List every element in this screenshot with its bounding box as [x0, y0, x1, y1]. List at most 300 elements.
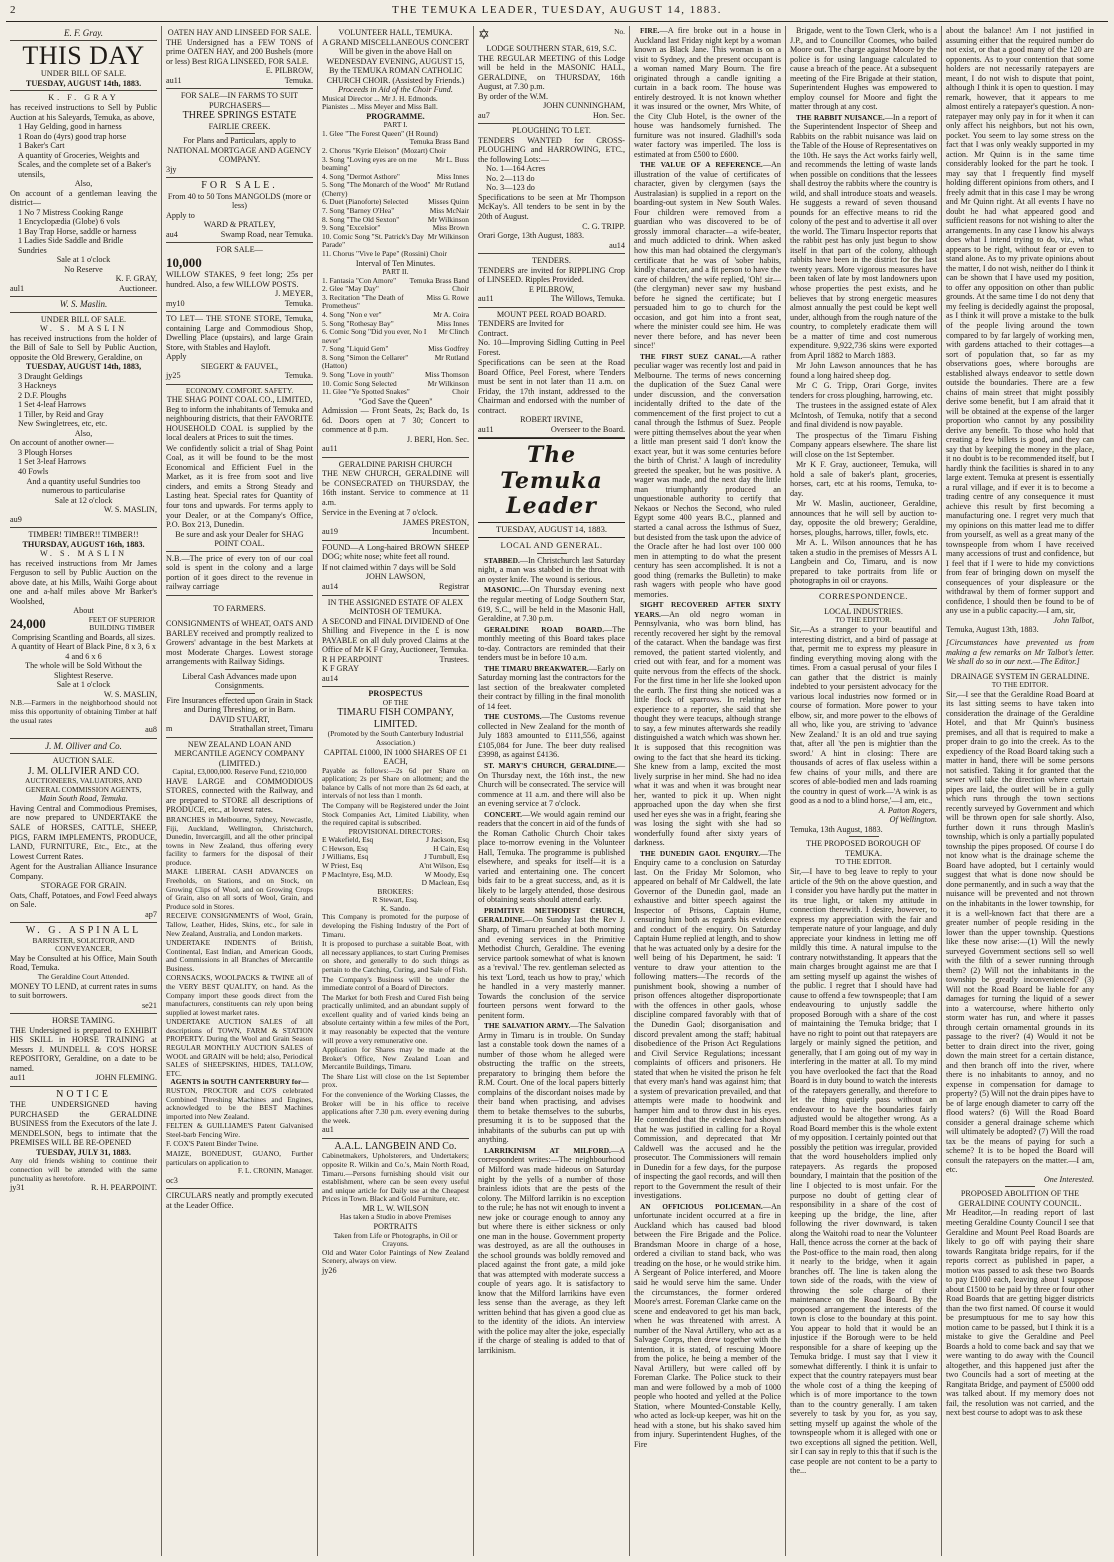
ad-body: A quantity of Heart of Black Pine, 8 x 3, 6 x 4 and 6 x 6: [11, 642, 156, 661]
issue-dateline: TUESDAY, AUGUST 14, 1883.: [478, 523, 625, 538]
ad-header: PLOUGHING TO LET.: [512, 126, 591, 136]
letter-date: Temuka, 13th August, 1883.: [790, 824, 883, 834]
news-item-heading: THE TIMARU BREAKWATER.: [484, 663, 589, 673]
ad-header: TIMBER! TIMBER!! TIMBER!!: [28, 530, 139, 540]
programme-piece: 1. Fantasia "Con Amore": [322, 275, 397, 285]
letter-heading: PROPOSED ABOLITION OF THE GERALDINE COUNTY COUNCIL.: [958, 1189, 1082, 1208]
news-item-heading: GERALDINE ROAD BOARD.: [484, 624, 605, 634]
divider: [849, 604, 879, 605]
programme-piece: 11. Glee "Ye Spotted Snakes": [322, 387, 410, 397]
sig-row: [10, 1183, 157, 1193]
also-label: Also,: [74, 428, 93, 438]
ad-body: THE NEW CHURCH, GERALDINE will be CONSECRATED on THURSDAY, the 16th instant. Service to commence at 11 a.m.: [322, 469, 469, 507]
ad-body: Orari Gorge, 13th August, 1883.: [478, 231, 585, 241]
news-item: [478, 1146, 625, 1355]
anthem: "God Save the Queen": [358, 396, 433, 406]
news-item-heading: FIRE.: [640, 26, 660, 35]
lot-list: [10, 372, 157, 429]
director-name: A'nt Wilson, Esq: [419, 860, 469, 870]
linseed-tenders-ad: [478, 254, 625, 308]
maslin-sale-ad: [10, 297, 157, 528]
newspaper-nameplate: The Temuka Leader: [478, 438, 625, 523]
divider: [225, 669, 255, 670]
lot-item: 1 Ladies Side Saddle and Bridle: [18, 236, 124, 246]
programme-piece: 3. Recitation "The Death of Prometheus": [322, 292, 404, 311]
letter-heading: DRAINAGE SYSTEM IN GERALDINE.: [950, 671, 1090, 681]
lot-item: Sundries: [18, 245, 47, 255]
sig-row: [322, 582, 469, 592]
divider: [1005, 1186, 1035, 1187]
programme-performer: Mr Rutland: [434, 180, 469, 190]
subheading: UNDER BILL OF SALE.: [40, 69, 127, 79]
news-item-heading: ST. MARY'S CHURCH, GERALDINE.: [484, 760, 617, 770]
news-item: [478, 664, 625, 712]
ad-ref: jy25: [166, 371, 181, 381]
willow-row: [166, 255, 313, 270]
column-3: [318, 26, 474, 1556]
ad-body: For the convenience of the Working Classes, the Broker will be in his office to receive applications after 7.30 p.m. every evening during the week.: [322, 1090, 469, 1125]
ad-ref: au4: [166, 229, 178, 239]
lot-list: [10, 122, 157, 179]
signature-place: The Willows, Temuka.: [550, 294, 625, 304]
ad-body: Specifications to be seen at Mr Thompson McKay's. All tenders to be sent in by the 20th of August.: [478, 192, 625, 221]
ad-header: LODGE SOUTHERN STAR, 619, S.C.: [486, 44, 617, 54]
ad-body: has received instructions from Mr James Ferguson to sell by Public Auction on the above date, at his Mills, Waihi Gorge about one and a-half miles above Mr Barker's Woolshed,: [10, 558, 157, 606]
director-name: J Williams, Esq: [322, 852, 369, 862]
ad-body: MAIZE, BONEDUST, GUANO, Further particulars on application to: [166, 1148, 313, 1167]
timber-sale-ad: [10, 528, 157, 739]
divider: [849, 836, 879, 837]
ad-ref: au11: [166, 75, 182, 85]
ad-body: Liberal Cash Advances made upon Consignments.: [182, 671, 297, 691]
news-item: [478, 556, 625, 585]
programme-performer: Mr Wilkinson: [427, 231, 469, 241]
news-item-text: —The Enquiry came to a conclusion on Saturday last. On the Friday Mr Solomon, who appeared on behalf of Mr Caldwell, the late Governor of the Dunedin gaol, made an exhaustive and bitter speech against the Inspector of Prisons, Captain Hume, censuring him both as regards his evidence and conduct of the enquiry. On Saturday Captain Hume replied at length, and to show that he was actuated only by a desire for the well being of his Department, he said: 'I venture to draw your attention to the following matters—The records of the punishment book, showing a number of prison offences altogether disproportionate with the offences in other gaols, whose discipline compared favorably with that of the Dunedin Gaol; disorganisation and discord prevalent among the staff; habitual disobedience of the Prison Act Regulations and Civil Service Regulations; incessant complaints of officers and prisoners. He stated that when he visited the prison he felt that every man's hand was against him; that a system of prevarication prevailed, and that attempts were made to hoodwink and hamper him and to throw dust in his eyes. He contended that the evidence had shown that he was justified in calling for a Royal Commission, and deprecated that Mr Caldwell was the accused and he the prosecutor. The Commissioners will remain in Dunedin for a few days, for the purpose of inspecting the gaol records, and will then report to the Government the result of their investigations.: [634, 848, 781, 1201]
lot-item: 3 Draught Geldings: [18, 371, 83, 381]
programme-part-1: [322, 130, 469, 259]
column-4: [474, 26, 630, 1556]
nz-loan-ad: [166, 738, 313, 1189]
lot-item: No. 1—164 Acres: [486, 164, 546, 174]
editor-note: [Circumstances have prevented us from making a few remarks on Mr Talbot's letter. We shall do so in our next.—The Editor.]: [946, 638, 1094, 667]
programme-piece: 1. Glee "The Forest Queen" (H Round): [322, 128, 438, 138]
news-item-text: —On Sunday last the Rev J. Sharp, of Timaru preached at both morning and evening services in the Primitive Methodist Church, Geraldine. The evening service partook somewhat of what is known as a 'revival.' The rev. gentleman selected as his text 'Lord, teach us how to pray,' which he handled in a very masterly manner. Towards the conclusion of the service fourteen persons went forward to the penitent form.: [478, 915, 625, 1020]
sig-row: [10, 1073, 157, 1083]
news-item-text: Mr A. L. Wilson announces that he has taken a studio in the premises of Messrs A L Langbein and Co, Timaru, and is now prepared to take portraits from life or photographs in oil or crayons.: [790, 538, 937, 586]
mount-peel-ad: [478, 308, 625, 439]
ad-body: TENDERS are Invited for: [478, 319, 564, 329]
ad-header: HORSE TAMING.: [52, 1016, 115, 1026]
ad-header: VOLUNTEER HALL, TEMUKA.: [338, 28, 453, 37]
ad-header: FOR SALE—IN FARMS TO SUIT PURCHASERS—: [180, 91, 299, 110]
programme-performer: Mr A. Coira: [433, 309, 469, 319]
sig-row: [478, 111, 625, 121]
news-item: [790, 460, 937, 498]
ad-header: W. S. Maslin.: [10, 299, 157, 312]
programme-item: [322, 294, 469, 311]
timber-quantity: [10, 616, 157, 633]
firm-roles: BARRISTER, SOLICITOR, AND CONVEYANCER,: [32, 935, 135, 954]
ad-body: And a quantity useful Sundries too numerous to particularise: [26, 476, 141, 496]
news-item-text: —In Christchurch last Saturday night, a man was stabbed in the throat with an oyster knife. The wound is serious.: [478, 555, 625, 584]
ad-body: If not claimed within 7 days will be Sold: [322, 562, 456, 572]
ad-ref: au14: [609, 240, 625, 250]
ad-header: TO FARMERS.: [213, 603, 266, 613]
newspaper-running-title: THE TEMUKA LEADER, TUESDAY, AUGUST 14, 1883.: [391, 4, 723, 16]
lodge-ad: [478, 26, 625, 124]
also-label: Also,: [74, 179, 93, 189]
ad-ref: ap7: [145, 909, 157, 919]
signature: E PILBROW,: [528, 284, 575, 294]
broker-name: K. Sando.: [380, 903, 411, 913]
signature: JOHN LAWSON,: [365, 572, 426, 582]
part-heading: PART I.: [383, 120, 408, 130]
programme-piece: 4. Song "Dermot Asthore": [322, 171, 400, 181]
church-ad: [322, 458, 469, 541]
director-name: E Wakefield, Esq: [322, 835, 374, 845]
signature-role: Incumbent.: [431, 527, 469, 537]
trustees-row: [322, 655, 469, 674]
news-item-heading: SIGHT RECOVERED AFTER SIXTY YEARS.: [634, 600, 781, 619]
mangolds-ad: [166, 178, 313, 243]
programme-piece: 10. Comic Song "St. Patrick's Day Parade": [322, 231, 424, 250]
prospectus-heading: PROSPECTUS: [368, 689, 423, 699]
letter-date: Temuka, August 13th, 1883.: [946, 625, 1039, 635]
apply-label: Apply: [166, 352, 187, 362]
ad-body: Having Central and Commodious Premises, are now prepared to UNDERTAKE the SALE of HORSES, CATTLE, SHEEP, PIGS, FARM IMPLEMENTS, PRODUCE, LAND, FURNITURE, Etc., Etc., at the Lowest Current Rates.: [10, 803, 157, 861]
ad-header: ECONOMY. COMFORT. SAFETY.: [185, 385, 294, 395]
lot-item: 1 Set 4-leaf Harrows: [18, 400, 86, 410]
ad-body: THE Undersigned has a FEW TONS of prime OATEN HAY, and 200 Bushels (more or less) Best RIGA LINSEED, FOR SALE.: [166, 37, 313, 66]
letter-body: about the balance! Am I not justified in assuming either that the required number do not exist, or that a good many of the 120 are opponents. As to your contention that some holders are not necessarily ratepayers are meant, I do not wish to dispute that point, although I think it is open to question. I may remark, however, that it appears to me almost entirely a ratepayer's question. A non-ratepayer may only pay in for it when it can only affect his neighbors, but not his own, pocket. You seem to lay some stress on the fact that I was only weakly supported in my action. Mr Quinn is in the same time considerably looked for the part he took. I may say that I frequently find myself holding different opinions from others, and I freely admit that in this case I may be wrong and Mr Quinn right. At all events I have no doubt he had what appeared good and sufficient reasons for not wishing to alter the arrangements. In any case I know his always does what I intend trying to do, viz., what appears to be right, without fear or even to stand alone. As to my private opinions about the matter, I do not wish, neither do I think it can be shown that I have used my position, to offer any opposition on other than public grounds. At the same time I do not deny that my feeling is decidedly against the proposal, as I think it will prove a mistake to the bulk of the people living around the town compared to by far largely of working men, with gardens attached to their cottages—a sort of population that, so far as my observations goes, where boroughs are established always endeavor to settle down outside the boundaries. There are a few chains of main street that might possibly derive some benefit, but I am afraid that it will be obtained at the expense of the larger proportion who cannot by any possibility derive any benefit. To those who hold that creating a few billets is good, and they can say that by keeping the money in the place, it no doubt is to be recommended itself, but I hardly think the facilities is shared in to any large extent. Temuka at present is essentially a rural village, and if ever it is to become a trading centre of any consequence it must achieve this result by first becoming a manufacturing one. I regret very much that my opinions on this matter lead me to differ from yourself, as well as a great many of the townspeople from whom I have received many accessions of trust and confidence, but I feel that if I were to hide my convictions from fear of bringing down on myself the consequences of your displeasure or the withdrawal by them of former support and confidence, I should then be found to be of any use in a public capacity.—I am, sir,: [946, 26, 1094, 616]
lot-item: 1 Encyclopædia (Globe) 6 vols: [18, 217, 120, 227]
ad-ref: 3jy: [166, 164, 177, 174]
programme-piece: 5. Song "The Monarch of the Wood" (Cherry): [322, 180, 431, 198]
stone-store-ad: [166, 312, 313, 385]
estate-place: FAIRLIE CREEK.: [208, 121, 271, 131]
programme-item: [322, 328, 469, 345]
programme-item: [322, 233, 469, 250]
ad-header: E. F. Gray.: [10, 28, 157, 41]
lodge-no-label: No.: [614, 27, 625, 36]
capital-line: CAPITAL £1000, IN 1000 SHARES OF £1 EACH,: [323, 747, 468, 767]
director-name: D Maclean, Esq: [421, 878, 469, 888]
news-item-text: —Early on Saturday morning last the contractors for the last section of the breakwater completed their contract by filling in the final monolith of 14 feet.: [478, 663, 625, 711]
ad-body: Any old friends wishing to continue their connection will be attended with the same punctuality as heretofore.: [10, 1156, 157, 1183]
news-item-heading: CONCERT.: [484, 809, 522, 819]
lot-list: [10, 208, 157, 256]
interval-note: Interval of Ten Minutes.: [355, 258, 436, 268]
signature-role: Auctioneer.: [119, 283, 157, 293]
ad-header: NEW ZEALAND LOAN AND MERCANTILE AGENCY COMPANY (LIMITED.): [174, 739, 305, 768]
lot-item: 40 Fowls: [18, 466, 49, 476]
news-item-text: Brigade, went to the Town Clerk, who is a J.P., and to Councillor Coomes, who bailed Moore out. The charge against Moore by the police is for using language calculated to cause a breach of the peace. At a subsequent meeting of the Fire Brigade at their station, Superintendent Hughes was empowered to employ counsel for Moore and fight the matter through at any cost.: [790, 26, 937, 112]
ad-body: HAVE LARGE and COMMODIOUS STORES, connected with the Railway, and are prepared to STORE all descriptions of PRODUCE, etc., at lowest rates.: [166, 776, 313, 815]
sig-row: [166, 230, 313, 240]
news-items: [478, 556, 625, 1355]
ad-ref: au14: [322, 582, 338, 591]
lot-item: 3 Hackneys: [18, 381, 57, 391]
shag-point-coal-ad: [166, 385, 313, 596]
news-item: [790, 499, 937, 537]
horse-taming-ad: [10, 1014, 157, 1087]
news-item-text: The prospectus of the Timaru Fishing Company appears elsewhere. The share list will close on the 1st September.: [790, 430, 937, 459]
ad-body: AGENTS in SOUTH CANTERBURY for—: [170, 1077, 309, 1087]
this-day-heading: THIS DAY: [22, 41, 145, 71]
divider: [790, 588, 937, 589]
news-item-heading: PRIMITIVE METHODIST CHURCH, GERALDINE.: [478, 905, 625, 925]
ad-ref: jy31: [10, 1183, 25, 1193]
news-item: [790, 431, 937, 460]
sale-date: TUESDAY, AUGUST 14th, 1883,: [25, 362, 142, 372]
column-7: [942, 26, 1098, 1556]
circulars-ad: [166, 1189, 313, 1213]
ad-ref: oc3: [166, 1175, 178, 1185]
column-6: [786, 26, 942, 1556]
divider: [225, 133, 255, 134]
ad-body: Fire Insurances effected upon Grain in Stack and During Threshing, or in Barn.: [166, 695, 313, 715]
programme-performer: Miss Brown: [432, 223, 469, 233]
sig-row: [478, 425, 625, 435]
letter-signature-place: Of Wellington.: [889, 815, 937, 825]
column-1: [6, 26, 162, 1556]
langbein-ad: [322, 1139, 469, 1279]
ad-body: has received instructions to Sell by Public Auction at his Saleyards, Temuka, as above,: [10, 102, 157, 122]
willow-ad: [166, 243, 313, 312]
ad-header: OATEN HAY AND LINSEED FOR SALE.: [167, 28, 312, 37]
news-item-text: —An unfortunate incident occurred at a fire in Auckland which has caused bad blood between the Fire Brigade and the Police. Brandsman Moore in charge of a hose, ordered a civilian to stand back, who was treading on the hose, or he would strike him. A Sergeant of Police interfered, and Moore said he would serve him the same. Under the circumstances, the former ordered Moore's arrest. Foreman Clarke came on the scene and endeavored to get his man back, when he was threatened with arrest. A number of the Naval Artillery, who act as a Salvage Corps, then drew together with the intention, it is stated, of rescuing Moore from the police, he being a member of the Naval Artillery, but were called off by Foreman Clarke. The Police stuck to their man and were followed by a mob of 1000 people who hooted and yelled at the Police Station, where Mounted-Constable Kelly, who acted as lock-up keeper, was hit on the head with a stone, but his shako saved him from injury. Superintendent Hughes, of the Fire: [634, 1201, 781, 1449]
ad-body: This Company is promoted for the purpose of developing the Fishing Industry of the Port of Timaru.: [322, 912, 469, 939]
letter-salutation-head: TO THE EDITOR.: [835, 615, 892, 625]
programme-part-2: [322, 277, 469, 397]
sig-row: [166, 299, 313, 309]
signature-role: Registrar: [438, 582, 469, 591]
letter-body: Sir,—As a stranger to your beautiful and interesting district, and a bird of passage at that, permit me to express my pleasure in finding everything moving along with the times. From a casual perusal of your files I can gather that the district is mainly indebted to your persistent advocacy for the various local industries now formed or in course of formation. More power to your elbow, sir, and more power to the elbows of all who, like you, are striving to 'advance New Zealand.' It is an old and true saying that, after all 'the pen is mightier than the sword.' A hint in closing: There are thousands of acres of flax useless within a few chains of your mills, and there are scores of able-bodied men and lads roaming the country in quest of work—'A wink is as good as a nod to a blind horse,'—I am, etc.,: [790, 625, 937, 806]
signature-place: Strathallan street, Timaru: [229, 724, 313, 734]
firm-name: THE SHAG POINT COAL CO., LIMITED,: [166, 395, 313, 405]
news-items: [634, 26, 781, 1449]
director-name: W Priest, Esq: [322, 860, 363, 870]
director-name: H Cain, Esq: [433, 843, 469, 853]
ad-body: RUSTON, PROCTOR and CO'S celebrated Combined Threshing Machines and Engines, acknowledged to be the BEST Machines imported into New Zealand.: [166, 1085, 313, 1121]
news-item-text: —An old negro woman in Pennsylvania, who was born blind, has recently recovered her sight by the removal of the cataract. When the bandage was first removed, the patient started violently, and cried out with fear, and for a moment was quite nervous from the effects of the shock. For the first time in her life she looked upon the earth. The first thing she noticed was a little flock of sparrows. In relating her experience to a reporter, she said that she thought they were teacups, although strange to say, a few minutes afterwards she readily distinguished a watch which was shown her. It is supposed that this recognition was owing to the fact that she heard its ticking. She knew from a lamp, excited the most lively surprise in her mind. She had no idea what it was and when it was brought near her, wanted to pick it up. When night approached upon the day when she first used her eyes she was in a fright, fearing she was losing the sight with she had so wonderfully found after sixty years of darkness.: [634, 609, 781, 848]
ad-ref: au11: [10, 1073, 26, 1083]
sig-row: [478, 294, 625, 304]
signature: E. PILBROW,: [265, 66, 313, 76]
ad-ref: m: [166, 724, 173, 734]
ad-body: Admission — Front Seats, 2s; Back do, 1s 6d. Doors open at 7 30; Concert to commence at 8 p.m.: [322, 406, 469, 435]
news-item-text: —On Thursday next, the 16th inst., the new Church will be consecrated. The service will commence at 11 a.m. and there will also be an evening service at 7 o'clock.: [478, 760, 625, 809]
ad-body: Proceeds in Aid of the Choir Fund.: [338, 85, 453, 95]
news-item: [478, 712, 625, 760]
lodge-emblem-row: [478, 28, 625, 44]
firm-name: A.A.L. LANGBEIN AND Co.: [334, 1140, 457, 1152]
directors-heading: PROVISIONAL DIRECTORS:: [348, 826, 443, 836]
column-5: [630, 26, 786, 1556]
ad-body: Be sure and ask your Dealer for SHAG POINT COAL.: [175, 529, 304, 549]
sale-date: THURSDAY, AUGUST 16th, 1883.: [22, 539, 145, 549]
news-item-heading: THE FIRST SUEZ CANAL.: [640, 351, 743, 361]
ad-header: NOTICE: [56, 1088, 111, 1100]
signature: J. MEYER,: [275, 289, 313, 299]
ad-body: No. 10—Improving Sidling Cutting in Peel Forest.: [478, 338, 625, 357]
directors-list: [322, 836, 469, 887]
ad-header: TENDERS.: [532, 256, 571, 266]
programme-item: [322, 388, 469, 397]
ad-body: UNDERTAKE INDENTS of British, Continental, East Indian, and American Goods, and Commissions in all Branches of Mercantile Business.: [166, 938, 313, 973]
programme-performer: Miss G. Rowe: [426, 292, 469, 302]
programme-piece: 2. Glee "May Day": [322, 284, 379, 294]
ad-body: FELTEN & GUILLIAME'S Patent Galvanised Steel-barb Fencing Wire.: [166, 1121, 313, 1139]
apply-label: Apply to: [166, 210, 195, 220]
letter-salutation-head: TO THE EDITOR.: [835, 857, 892, 867]
ad-body: The whole will be Sold Without the Slightest Reserve.: [25, 661, 142, 680]
programme-piece: 4. Song "Non e ver": [322, 309, 382, 319]
auctioneer-name: K. F. GRAY: [48, 93, 119, 103]
ad-body: We confidently solicit a trial of Shag Point Coal, as it will be found to be the most Economical and Efficient Fuel in the Market, as it is free from soot and live cinders, and emits a Strong Steady and Lasting heat. Special rates for Quantity of four tons and upwards. For terms apply to your Dealer, or at the Company's Office, P.O. Box 213, Dunedin.: [166, 443, 313, 530]
to-farmers-ad: [166, 596, 313, 738]
ad-body: Beg to inform the inhabitants of Temuka and neighbouring districts, that their FAVORITE HOUSEHOLD COAL is supplied by the local dealers at Prices to suit the times.: [166, 404, 313, 443]
ad-body: Taken from Life or Photographs, in Oil or Crayons.: [333, 1230, 458, 1249]
sale-date: TUESDAY, JULY 31, 1883.: [36, 1147, 131, 1157]
lot-item: 3 Plough Horses: [18, 447, 73, 457]
signature: W. S. MASLIN,: [103, 505, 157, 515]
sig-row: [322, 527, 469, 537]
ad-note: N.B.—Farmers in the neighborhood should not miss this opportunity of obtaining Timber at half the usual rates: [10, 698, 157, 725]
column-2: [162, 26, 318, 1556]
director-name: P MacIntyre, Esq, M.D.: [322, 869, 393, 879]
ad-ref: au11: [322, 444, 338, 454]
masthead: [6, 4, 1108, 22]
section-heading: CORRESPONDENCE.: [819, 590, 908, 601]
programme-item: [322, 250, 469, 259]
news-item-heading: STABBED.: [484, 555, 520, 565]
lot-item: 1 Tiller, by Reid and Gray: [18, 409, 104, 419]
notice-ad: [10, 1087, 157, 1196]
signature: K. F. GRAY,: [115, 274, 157, 284]
ad-body: FOUND—A Long-haired BROWN SHEEP DOG; white nose; white feet all round.: [322, 542, 469, 562]
ad-body: TO LET— THE STONE STORE, Temuka, containing Large and Commodious Shop, Dwelling Place (upstairs), and large Grain Store, with Stables and Hayloft.: [166, 314, 313, 352]
news-item: [478, 906, 625, 1020]
signature: R. H. PEARPOINT.: [90, 1183, 157, 1193]
firm-address: Main South Road, Temuka.: [39, 794, 128, 804]
ad-ref: au14: [322, 673, 338, 683]
subheading: PORTRAITS: [373, 1222, 418, 1231]
signature: ROBERT IRVINE,: [520, 415, 583, 425]
letter-body: Mr Headitor,—In reading report of last meeting Geraldine County Council I see that Geraldine and Mount Peel Road Boards are likely to go off with paying their share towards Rangitata bridge repairs, for if the reports correct as published in paper, a motion was passed to ask these two Boards to pay £1000 each, leaving about I suppose about £1500 to be paid by three or four other Road Boards that are getting bigger districts than the two first named. Of course it would be presumptuous for me to say how this motion came to be passed, but I think it is a mistake to give the Geraldine and Peel Boards a hold to come back and say that we were wanting to do away with the Council altogether, and this happened just after the two Councils had a sort of meeting at the Rangitata Bridge, and payment of £5000 odd was talked about. If my memory does not fail, the resolution was not carried, and the next best course to adopt was to ask these: [946, 1208, 1094, 1418]
programme-piece: 7. Song "Barney O'Hea": [322, 206, 395, 216]
ad-ref: au19: [322, 527, 338, 537]
news-item-heading: THE CUSTOMS.: [484, 712, 542, 722]
ad-body: The Geraldine Court Attended.: [37, 971, 130, 981]
page-number: 2: [10, 4, 16, 16]
ad-ref: my10: [166, 298, 185, 308]
ad-ref: au11: [478, 294, 494, 304]
firm-name: J. M. OLLIVIER AND CO.: [27, 765, 140, 777]
director-name: C Hewson, Esq: [322, 843, 368, 853]
ad-ref: au9: [10, 514, 22, 524]
news-item-text: —A correspondent writes:—The neighbourhood of Milford was made hideous on Saturday night by the yells of a number of those brainless idiots that are the pests of the colony. The Milford larrikin is no exception to the rule; he has not wit enough to invent a new joke or courage enough to annoy any but where there is either sickness or only one man in the house. Government property was destroyed, as are all the outhouses in the school grounds was boldly removed and placed against the front gate, a mild joke that was attempted with moderate success a couple of years ago. It is satisfactory to know that the Milford larrikins have even less sense than the average, as they left written behind that has given a good clue as to the identity of the idiots. An interview with the police may alter the joke, especially if the charge of stealing is added to that of larrikinism.: [478, 1145, 625, 1355]
brokers-heading: BROKERS:: [377, 886, 414, 896]
sig-row: [166, 724, 313, 734]
sale-time: Sale at 12 o'clock: [54, 495, 113, 505]
letter-salutation-head: TO THE EDITOR.: [991, 680, 1049, 690]
news-item-heading: AN OFFICIOUS POLICEMAN.: [640, 1201, 763, 1211]
ad-header: GERALDINE PARISH CHURCH: [338, 459, 453, 469]
estate-ad: [322, 596, 469, 688]
programme-item: [322, 181, 469, 198]
programme-piece: 9. Song "Love in youth": [322, 369, 394, 379]
news-item-text: Mr W. Maslin, auctioneer, Geraldine, announces that he will sell by auction to-day, opposite the old brewery; Geraldine, horses, ploughs, harrows, tiller, fowls, etc.: [790, 499, 937, 537]
ad-body: Old and Water Color Paintings of New Zealand Scenery, always on view.: [322, 1247, 469, 1266]
programme-performer: Temuka Brass Band: [409, 137, 469, 147]
programme-performer: Mr Rutland: [434, 352, 469, 362]
signature: DAVID STUART,: [209, 714, 270, 724]
news-item-heading: THE VALUE OF A REFERENCE.: [640, 160, 763, 170]
programme-performer: Temuka Brass Band: [409, 275, 469, 285]
ad-ref: au11: [478, 424, 494, 434]
estate-name: THREE SPRINGS ESTATE: [182, 110, 297, 122]
programme-performer: Miss Innes: [436, 171, 469, 181]
lot-item: 2 D.F. Ploughs: [18, 390, 67, 400]
three-springs-ad: [166, 89, 313, 178]
ad-body: WILLOW STAKES, 9 feet long; 25s per hundred. Also, a few WILLOW POSTS.: [166, 270, 313, 289]
ad-body: The Company's Business will be under the immediate control of a Board of Directors.: [322, 974, 469, 993]
ad-ref: jy26: [322, 1265, 337, 1275]
subheading: AUCTION SALE.: [52, 756, 115, 766]
ad-note: N.B.—The price of every ton of our coal sold is spent in the colony and a large portion of it goes direct to the revenue in railway carriage: [166, 553, 313, 592]
subheading: UNDER BILL OF SALE.: [40, 314, 127, 324]
signature: JOHN FLEMING.: [95, 1073, 157, 1083]
ad-body: Has taken a Studio in above Premises: [339, 1212, 452, 1222]
ad-body: May be Consulted at his Office, Main South Road, Temuka.: [10, 953, 157, 973]
lot-list: [10, 448, 157, 477]
ad-body: CONSIGNMENTS of WHEAT, OATS AND BARLEY received and promptly realized to Growers' advantage in the best Markets at most Moderate Charges. Lowest storage arrangements with Railway Sidings.: [166, 619, 313, 667]
capital-line: Capital, £3,000,000. Reserve Fund, £210,000: [172, 767, 307, 777]
ad-body: On account of a gentleman leaving the district—: [10, 188, 157, 208]
letter-heading: LOCAL INDUSTRIES.: [824, 606, 903, 616]
programme-performer: Misses Quinn: [428, 197, 469, 207]
concert-pianistes: Pianistes ... Miss Meyer and Miss Ball.: [322, 102, 438, 112]
auctioneer-name: W. S. MASLIN: [39, 549, 128, 559]
signature-place: Temuka.: [284, 298, 313, 308]
ad-body: The Market for both Fresh and Cured Fish being practically unlimited, and an abundant supply of excellent quality and of varied kinds being an absolute certainty within a few miles of the Port, it may reasonably be expected that the venture will prove a very remunerative one.: [322, 992, 469, 1045]
programme-performer: Miss Innes: [436, 318, 469, 328]
concert-director: Musical Director ... Mr J. H. Edmonds.: [322, 93, 438, 103]
news-item-heading: THE DUNEDIN GAOL ENQUIRY.: [640, 848, 761, 858]
oaten-hay-ad: [166, 26, 313, 89]
programme-performer: Mr Clinch: [438, 327, 469, 337]
news-item-text: —The Salvation Army in Timaru is in trouble. On Sunday last a constable took down the names of a number of those whom he alleged were obstructing the traffic on the streets, preparatory to bringing them before the R.M. Court. One of the local papers bitterly complains of the discordant noises made by their band when practising, and advises them to betake themselves to the suburbs, presuming it is to be supposed that the inhabitants of the suburbs can put up with anything.: [478, 1021, 625, 1145]
news-item: [478, 761, 625, 809]
sig-row: [166, 371, 313, 381]
news-item-heading: MASONIC.: [484, 585, 522, 595]
timber-unit: FEET OF SUPERIOR BUILDING TIMBER: [88, 614, 156, 633]
letter-signature: A. Patton Rogers,: [878, 805, 937, 815]
news-item: [790, 26, 937, 112]
willow-amount: 10,000: [166, 254, 202, 270]
news-item-heading: THE RABBIT NUISANCE.: [796, 112, 885, 122]
letter-signature: One Interested.: [1043, 1174, 1094, 1184]
news-item: [634, 849, 781, 1201]
about-label: About: [73, 606, 94, 616]
news-item-text: —The Customs revenue collected in New Zealand for the month of July 1883 amounted to £111,556, against £105,084 for June. The beer duty realised £3998, as against £4136.: [478, 712, 626, 760]
part-heading: PART II.: [382, 267, 409, 277]
sig-row: [10, 284, 157, 294]
lot-item: 1 Hay Gelding, good in harness: [18, 122, 122, 132]
letter-heading: THE PROPOSED BOROUGH OF TEMUKA.: [806, 839, 921, 858]
news-item: [634, 600, 781, 848]
